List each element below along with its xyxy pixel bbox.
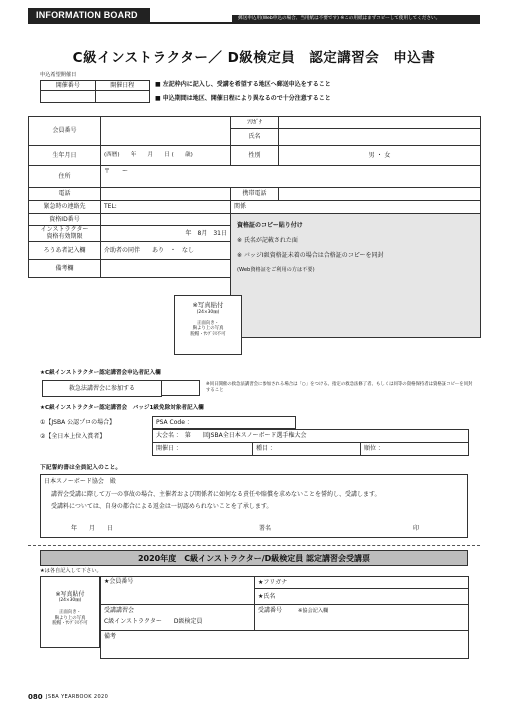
cut-line [28, 545, 480, 546]
instructor-expiry-field[interactable]: 年 8月 31日 [101, 226, 231, 242]
rescue-table [42, 380, 162, 397]
ticket-number-note: ※協会記入欄 [297, 608, 329, 614]
venue-number-header: 開催番号 [41, 81, 96, 91]
license-copy-area [231, 214, 481, 338]
license-copy-note-2: ※ バッジI級資格証未着の場合は合格証のコピーを同封 [237, 252, 384, 260]
furigana-field[interactable] [279, 117, 481, 129]
photo-rule-2: 胸より上の写真 [192, 326, 224, 332]
birth-label: 生年月日 [29, 146, 101, 166]
header-note: 郵送申込用(Web申込の場合、当用紙は不要です) ※この用紙はまずコピーして使用してください。 [232, 15, 480, 23]
ticket-photo-label: ※写真貼付 [55, 591, 85, 598]
ticket-photo-box[interactable] [40, 576, 100, 648]
ticket-table [100, 576, 469, 659]
photo-rule-3: 脱帽・ｻﾝｸﾞﾗｽ不可 [190, 331, 226, 337]
venue-date-field[interactable] [95, 91, 150, 103]
relation-field[interactable]: 関係 [231, 201, 481, 214]
ticket-course-cell[interactable] [101, 605, 255, 631]
emergency-tel-field[interactable]: TEL: [101, 201, 231, 214]
oath-heading: 下記誓約書は全員記入のこと。 [40, 465, 122, 471]
exemption-item-2: ②【全日本上位入賞者】 [40, 433, 106, 440]
qualification-id-label: 資格ID番号 [29, 214, 101, 226]
venue-note-2: ■ 申込期間は地区、開催日程により異なるので十分注意すること [155, 95, 331, 102]
event-category-field[interactable]: 種目 ： [253, 443, 361, 456]
oath-line-2: 受講料については、自身の都合による返金は一切認められないことを了承します。 [51, 503, 273, 510]
address-label: 住所 [29, 166, 101, 188]
gender-label: 性別 [231, 146, 279, 166]
rescue-label: 救急法講習会に参加する [43, 381, 162, 397]
qualification-id-field[interactable] [101, 214, 231, 226]
rescue-heading: ★C級インストラクター認定講習会申込者記入欄 [40, 370, 161, 376]
event-field[interactable]: 大会名 ： 第 回JSBA全日本スノーボード選手権大会 [153, 430, 469, 443]
name-field[interactable] [279, 129, 481, 146]
photo-label: ※写真貼付 [192, 301, 224, 309]
license-copy-note-1: ※ 氏名が記載された面 [237, 237, 298, 245]
exemption-heading: ★C級インストラクター認定講習会 バッジ1級免除対象者記入欄 [40, 405, 204, 411]
footer-text: JSBA YEARBOOK 2020 [46, 694, 109, 700]
oath-addressee: 日本スノーボード協会 殿 [44, 478, 116, 485]
remarks-field[interactable] [101, 260, 231, 278]
member-number-field[interactable] [101, 117, 231, 146]
ticket-furigana-field[interactable]: ★フリガナ [255, 577, 469, 589]
oath-box [40, 474, 468, 538]
oath-date[interactable]: 年 月 日 [71, 525, 114, 532]
exemption-item-1: ①【JSBA 公認プロの場合】 [40, 419, 116, 426]
rescue-checkbox[interactable] [162, 380, 200, 396]
page-title: C級インストラクター／ D級検定員 認定講習会 申込書 [72, 50, 436, 66]
birth-field[interactable]: (西暦) 年 月 日 ( 歳) [101, 146, 231, 166]
remarks-label: 備考欄 [29, 260, 101, 278]
mobile-field[interactable] [279, 188, 481, 201]
venue-number-field[interactable] [41, 91, 96, 103]
license-copy-title: 資格証のコピー貼り付け [237, 222, 303, 229]
name-label: 氏名 [231, 129, 279, 146]
application-form [28, 116, 481, 338]
venue-date-header: 開催日程 [95, 81, 150, 91]
caregiver-field[interactable]: 介助者の同伴 あり ・ なし [101, 242, 231, 260]
phone-label: 電話 [29, 188, 101, 201]
ticket-photo-size: (24×30㎜) [58, 598, 82, 604]
mobile-label: 携帯電話 [231, 188, 279, 201]
ticket-note: ★は各自記入して下さい。 [40, 568, 102, 574]
ticket-photo-rule-3: 脱帽・ｻﾝｸﾞﾗｽ不可 [52, 621, 88, 627]
ticket-course-value: C級インストラクター D級検定員 [104, 618, 203, 626]
photo-rule-1: 正面向き・ [197, 320, 219, 326]
ticket-remarks-field[interactable]: 備考 [101, 631, 469, 659]
header-rule [28, 22, 480, 24]
photo-box[interactable] [174, 295, 242, 355]
ticket-number-label: 受講番号 [258, 607, 283, 614]
oath-signature-label: 署名 [259, 525, 272, 532]
member-number-label: 会員番号 [29, 117, 101, 146]
ticket-number-cell[interactable] [255, 605, 469, 631]
ticket-photo-rule-2: 胸より上の写真 [54, 615, 86, 621]
championship-table [152, 429, 469, 456]
rescue-note: ※同日開催の救急法講習会に参加される場合は「○」をつける。指定の救急法修了者、もしくは同等の資格保持者は資格証コピーを同封すること [206, 382, 473, 393]
section-header-label: INFORMATION BOARD [28, 8, 150, 22]
instructor-expiry-label: インストラクター 資格有効期限 [29, 226, 101, 242]
event-date-field[interactable]: 開催日 ： [153, 443, 253, 456]
psa-code-field[interactable]: PSA Code ： [153, 417, 296, 429]
emergency-label: 緊急時の連絡先 [29, 201, 101, 214]
caregiver-label: ろうあ者記入欄 [29, 242, 101, 260]
gender-field[interactable]: 男 ・ 女 [279, 146, 481, 166]
venue-table [40, 80, 150, 103]
ticket-member-field[interactable]: ★会員番号 [101, 577, 255, 605]
event-rank-field[interactable]: 順位 ： [361, 443, 469, 456]
ticket-name-field[interactable]: ★氏名 [255, 589, 469, 605]
furigana-label: ﾌﾘｶﾞﾅ [231, 117, 279, 129]
venue-caption: 申込希望開催日 [40, 72, 77, 78]
photo-size: (24×30㎜) [196, 309, 220, 315]
license-copy-note-3: (Web資格証をご利用の方は不要) [237, 266, 315, 273]
phone-field[interactable] [101, 188, 231, 201]
address-field[interactable]: 〒 ー [101, 166, 481, 188]
ticket-title: 2020年度 C級インストラクター/D級検定員 認定講習会受講票 [40, 550, 468, 566]
oath-line-1: 講習会受講に際して万一の事故の場合、主催者および関係者に如何なる責任や賠償を求めないことを誓約し、受講します。 [51, 491, 381, 498]
oath-seal-label: 印 [413, 525, 420, 532]
page-number: 080 [28, 693, 43, 701]
ticket-course-label: 受講講習会 [104, 607, 135, 614]
psa-table [152, 416, 296, 429]
venue-note-1: ■ 左記枠内に記入し、受講を希望する地区へ郵送申込をすること [155, 81, 331, 88]
ticket-photo-rule-1: 正面向き・ [59, 610, 81, 616]
